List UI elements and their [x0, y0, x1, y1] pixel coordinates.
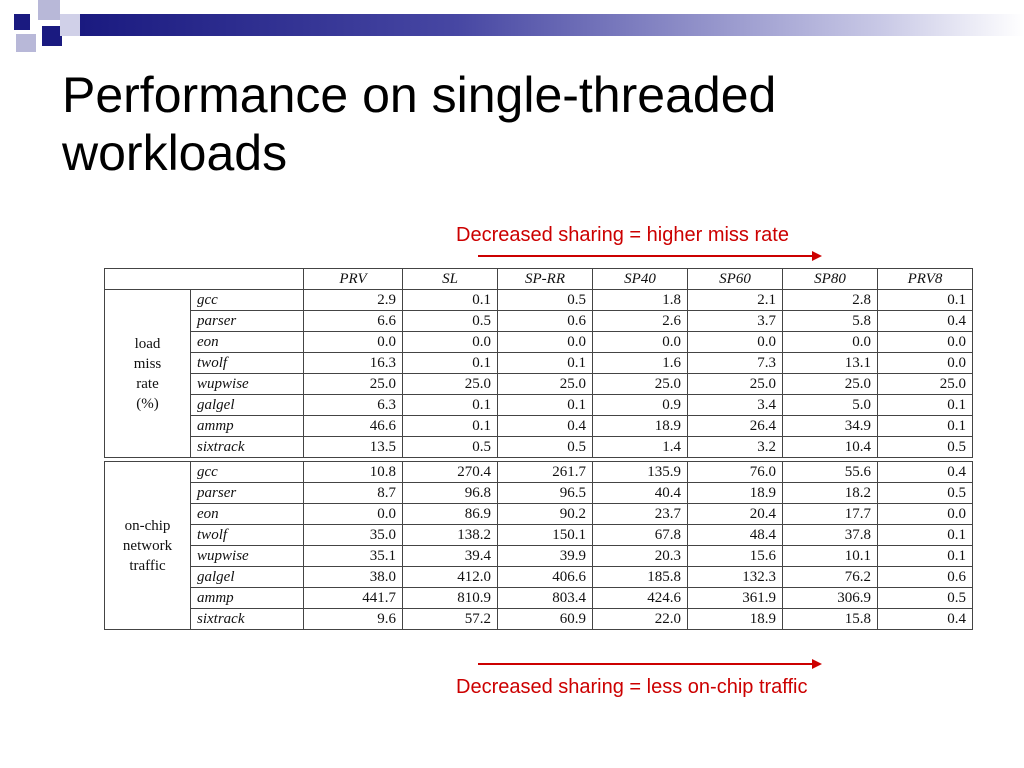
- value-cell: 150.1: [498, 525, 593, 546]
- value-cell: 22.0: [593, 609, 688, 630]
- value-cell: 13.1: [783, 353, 878, 374]
- value-cell: 0.4: [498, 416, 593, 437]
- benchmark-name: ammp: [191, 588, 304, 609]
- value-cell: 0.1: [878, 525, 973, 546]
- value-cell: 40.4: [593, 483, 688, 504]
- benchmark-name: wupwise: [191, 374, 304, 395]
- benchmark-name: twolf: [191, 525, 304, 546]
- value-cell: 0.0: [878, 353, 973, 374]
- value-cell: 0.1: [403, 353, 498, 374]
- value-cell: 20.4: [688, 504, 783, 525]
- value-cell: 0.5: [498, 290, 593, 311]
- value-cell: 810.9: [403, 588, 498, 609]
- value-cell: 1.8: [593, 290, 688, 311]
- value-cell: 2.6: [593, 311, 688, 332]
- benchmark-name: eon: [191, 504, 304, 525]
- value-cell: 0.9: [593, 395, 688, 416]
- value-cell: 38.0: [304, 567, 403, 588]
- right-arrow-top: [478, 250, 824, 262]
- value-cell: 6.3: [304, 395, 403, 416]
- table-row: [105, 374, 973, 395]
- value-cell: 86.9: [403, 504, 498, 525]
- value-cell: 0.5: [498, 437, 593, 458]
- value-cell: 46.6: [304, 416, 403, 437]
- value-cell: 0.1: [878, 416, 973, 437]
- value-cell: 48.4: [688, 525, 783, 546]
- benchmark-name: sixtrack: [191, 609, 304, 630]
- benchmark-name: galgel: [191, 395, 304, 416]
- value-cell: 0.5: [878, 483, 973, 504]
- value-cell: 0.0: [304, 504, 403, 525]
- right-arrow-bottom: [478, 658, 824, 670]
- value-cell: 26.4: [688, 416, 783, 437]
- value-cell: 0.1: [403, 290, 498, 311]
- bottom-caption: Decreased sharing = less on-chip traffic: [456, 676, 808, 698]
- value-cell: 3.4: [688, 395, 783, 416]
- value-cell: 96.5: [498, 483, 593, 504]
- value-cell: 0.0: [304, 332, 403, 353]
- value-cell: 0.1: [498, 395, 593, 416]
- table-row: [105, 416, 973, 437]
- value-cell: 60.9: [498, 609, 593, 630]
- value-cell: 10.8: [304, 462, 403, 483]
- benchmark-name: ammp: [191, 416, 304, 437]
- table-row: [105, 546, 973, 567]
- value-cell: 1.4: [593, 437, 688, 458]
- value-cell: 0.1: [878, 546, 973, 567]
- value-cell: 803.4: [498, 588, 593, 609]
- column-header: SP-RR: [498, 269, 593, 290]
- column-header: SL: [403, 269, 498, 290]
- value-cell: 7.3: [688, 353, 783, 374]
- value-cell: 25.0: [688, 374, 783, 395]
- value-cell: 135.9: [593, 462, 688, 483]
- value-cell: 2.9: [304, 290, 403, 311]
- table-row: [105, 353, 973, 374]
- table-row: [105, 609, 973, 630]
- results-table-wrap: [104, 268, 973, 630]
- benchmark-name: galgel: [191, 567, 304, 588]
- value-cell: 0.4: [878, 311, 973, 332]
- table-row: [105, 395, 973, 416]
- value-cell: 25.0: [498, 374, 593, 395]
- value-cell: 3.2: [688, 437, 783, 458]
- value-cell: 18.9: [688, 483, 783, 504]
- value-cell: 361.9: [688, 588, 783, 609]
- value-cell: 18.9: [688, 609, 783, 630]
- value-cell: 0.0: [688, 332, 783, 353]
- benchmark-name: twolf: [191, 353, 304, 374]
- value-cell: 406.6: [498, 567, 593, 588]
- value-cell: 0.4: [878, 462, 973, 483]
- value-cell: 20.3: [593, 546, 688, 567]
- value-cell: 0.4: [878, 609, 973, 630]
- value-cell: 37.8: [783, 525, 878, 546]
- value-cell: 23.7: [593, 504, 688, 525]
- benchmark-name: parser: [191, 311, 304, 332]
- value-cell: 0.0: [878, 504, 973, 525]
- value-cell: 15.6: [688, 546, 783, 567]
- value-cell: 5.8: [783, 311, 878, 332]
- value-cell: 10.4: [783, 437, 878, 458]
- column-header: SP60: [688, 269, 783, 290]
- benchmark-name: gcc: [191, 462, 304, 483]
- benchmark-name: gcc: [191, 290, 304, 311]
- value-cell: 0.5: [403, 311, 498, 332]
- value-cell: 0.6: [498, 311, 593, 332]
- value-cell: 5.0: [783, 395, 878, 416]
- table-row: [105, 483, 973, 504]
- value-cell: 8.7: [304, 483, 403, 504]
- column-header: PRV: [304, 269, 403, 290]
- value-cell: 0.0: [403, 332, 498, 353]
- value-cell: 39.4: [403, 546, 498, 567]
- value-cell: 270.4: [403, 462, 498, 483]
- value-cell: 0.0: [878, 332, 973, 353]
- value-cell: 132.3: [688, 567, 783, 588]
- value-cell: 185.8: [593, 567, 688, 588]
- table-row: [105, 525, 973, 546]
- top-caption: Decreased sharing = higher miss rate: [456, 224, 789, 246]
- value-cell: 55.6: [783, 462, 878, 483]
- table-row: [105, 332, 973, 353]
- value-cell: 0.1: [498, 353, 593, 374]
- group-label: load miss rate (%): [105, 290, 191, 458]
- value-cell: 13.5: [304, 437, 403, 458]
- value-cell: 0.5: [403, 437, 498, 458]
- table-row: [105, 462, 973, 483]
- value-cell: 76.2: [783, 567, 878, 588]
- value-cell: 0.0: [498, 332, 593, 353]
- value-cell: 9.6: [304, 609, 403, 630]
- value-cell: 25.0: [593, 374, 688, 395]
- value-cell: 441.7: [304, 588, 403, 609]
- benchmark-name: eon: [191, 332, 304, 353]
- group-label: on-chip network traffic: [105, 462, 191, 630]
- value-cell: 306.9: [783, 588, 878, 609]
- value-cell: 0.1: [403, 416, 498, 437]
- value-cell: 35.0: [304, 525, 403, 546]
- column-header: SP80: [783, 269, 878, 290]
- value-cell: 25.0: [783, 374, 878, 395]
- value-cell: 0.6: [878, 567, 973, 588]
- value-cell: 96.8: [403, 483, 498, 504]
- value-cell: 3.7: [688, 311, 783, 332]
- table-row: [105, 567, 973, 588]
- value-cell: 15.8: [783, 609, 878, 630]
- value-cell: 25.0: [878, 374, 973, 395]
- table-corner: [105, 269, 304, 290]
- value-cell: 0.5: [878, 588, 973, 609]
- value-cell: 2.8: [783, 290, 878, 311]
- value-cell: 0.0: [593, 332, 688, 353]
- value-cell: 39.9: [498, 546, 593, 567]
- value-cell: 90.2: [498, 504, 593, 525]
- value-cell: 25.0: [304, 374, 403, 395]
- table-header-row: [105, 269, 973, 290]
- value-cell: 6.6: [304, 311, 403, 332]
- value-cell: 0.5: [878, 437, 973, 458]
- table-row: [105, 588, 973, 609]
- value-cell: 0.1: [878, 290, 973, 311]
- value-cell: 424.6: [593, 588, 688, 609]
- value-cell: 34.9: [783, 416, 878, 437]
- table-row: [105, 504, 973, 525]
- benchmark-name: wupwise: [191, 546, 304, 567]
- column-header: PRV8: [878, 269, 973, 290]
- table-row: [105, 311, 973, 332]
- value-cell: 18.9: [593, 416, 688, 437]
- value-cell: 0.1: [403, 395, 498, 416]
- benchmark-name: parser: [191, 483, 304, 504]
- value-cell: 76.0: [688, 462, 783, 483]
- value-cell: 261.7: [498, 462, 593, 483]
- value-cell: 16.3: [304, 353, 403, 374]
- benchmark-name: sixtrack: [191, 437, 304, 458]
- value-cell: 17.7: [783, 504, 878, 525]
- value-cell: 67.8: [593, 525, 688, 546]
- value-cell: 25.0: [403, 374, 498, 395]
- value-cell: 0.1: [878, 395, 973, 416]
- value-cell: 57.2: [403, 609, 498, 630]
- value-cell: 1.6: [593, 353, 688, 374]
- table-row: [105, 437, 973, 458]
- value-cell: 10.1: [783, 546, 878, 567]
- column-header: SP40: [593, 269, 688, 290]
- value-cell: 18.2: [783, 483, 878, 504]
- value-cell: 412.0: [403, 567, 498, 588]
- value-cell: 35.1: [304, 546, 403, 567]
- value-cell: 2.1: [688, 290, 783, 311]
- results-table: [104, 268, 973, 630]
- table-row: [105, 290, 973, 311]
- slide-title: Performance on single-threaded workloads: [62, 67, 777, 181]
- value-cell: 138.2: [403, 525, 498, 546]
- header-gradient-bar: [80, 14, 1024, 36]
- value-cell: 0.0: [783, 332, 878, 353]
